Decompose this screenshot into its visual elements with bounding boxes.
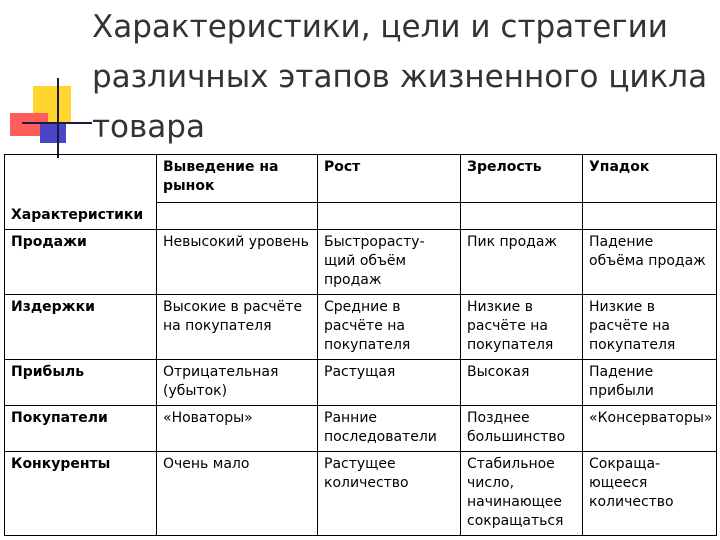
table-header-row [5, 155, 717, 203]
row-label: Конкуренты [5, 451, 157, 535]
table-cell: Растущая [318, 359, 461, 405]
table-cell: Высокие в расчёте на покупателя [157, 294, 318, 359]
corner-cell [5, 155, 157, 203]
row-label: Покупатели [5, 405, 157, 451]
table-cell: Ранние последователи [318, 405, 461, 451]
table-row [5, 451, 717, 535]
lifecycle-table [4, 154, 717, 536]
table-cell: Быстрорасту-щий объём продаж [318, 229, 461, 294]
slide-title: Характеристики, цели и стратегии различных этапов жизненного цикла товара [92, 9, 708, 145]
table-row [5, 294, 717, 359]
table-cell: Падение прибыли [583, 359, 717, 405]
table-cell: Невысокий уровень [157, 229, 318, 294]
decor-blue-square [40, 124, 66, 143]
table-cell: Стабильное число, начинающее сокращаться [461, 451, 583, 535]
table-cell: Средние в расчёте на покупателя [318, 294, 461, 359]
table-cell: «Новаторы» [157, 405, 318, 451]
table-cell: Низкие в расчёте на покупателя [583, 294, 717, 359]
table-cell: Падение объёма продаж [583, 229, 717, 294]
table-cell: Растущее количество [318, 451, 461, 535]
table-cell: Сокраща-ющееся количество [583, 451, 717, 535]
decor-vertical-line [57, 78, 59, 158]
table-cell: Позднее большинство [461, 405, 583, 451]
row-label: Прибыль [5, 359, 157, 405]
table-cell: «Консерваторы» [583, 405, 717, 451]
table-row [5, 359, 717, 405]
table-cell: Пик продаж [461, 229, 583, 294]
characteristics-label: Характеристики [5, 203, 157, 230]
empty-cell [583, 203, 717, 230]
table-cell: Высокая [461, 359, 583, 405]
table-cell: Низкие в расчёте на покупателя [461, 294, 583, 359]
table-cell: Отрицательная (убыток) [157, 359, 318, 405]
decor-horizontal-line [22, 122, 92, 124]
stage-header: Упадок [583, 155, 717, 203]
empty-cell [461, 203, 583, 230]
stage-header: Зрелость [461, 155, 583, 203]
table-subheader-row [5, 203, 717, 230]
table-row [5, 405, 717, 451]
stage-header: Рост [318, 155, 461, 203]
empty-cell [318, 203, 461, 230]
row-label: Продажи [5, 229, 157, 294]
table-row [5, 229, 717, 294]
empty-cell [157, 203, 318, 230]
table-cell: Очень мало [157, 451, 318, 535]
stage-header: Выведение на рынок [157, 155, 318, 203]
row-label: Издержки [5, 294, 157, 359]
